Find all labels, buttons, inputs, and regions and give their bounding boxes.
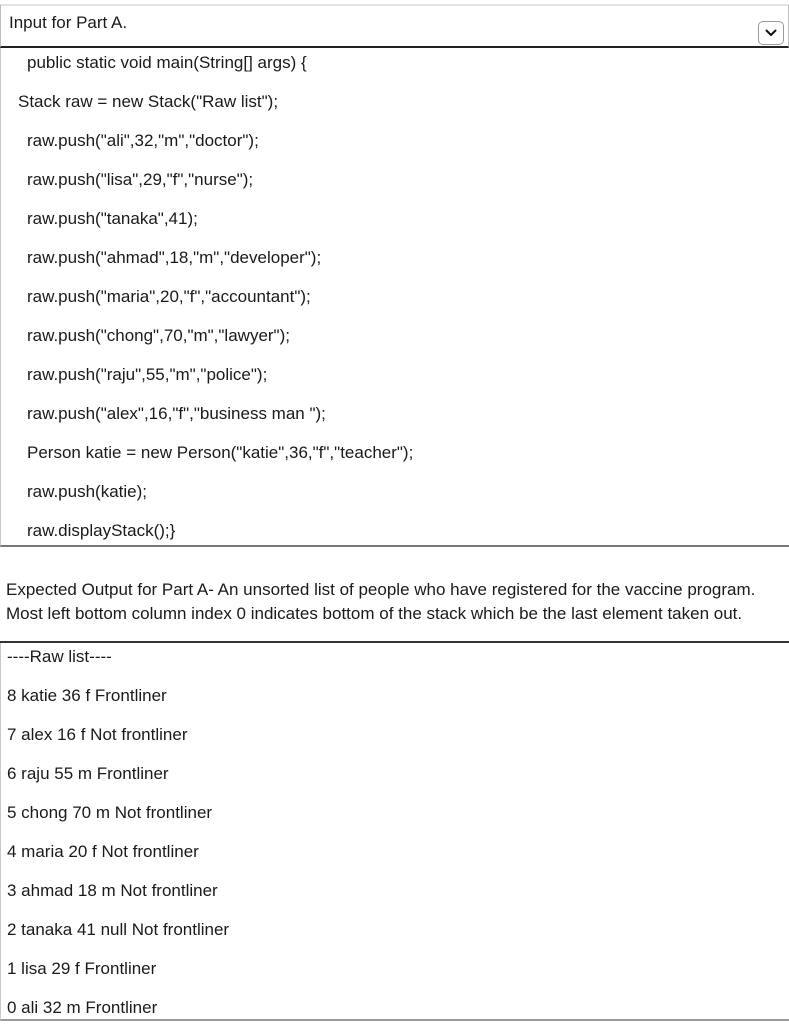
code-line: raw.push("tanaka",41); <box>27 209 198 228</box>
code-line: raw.displayStack();} <box>27 521 176 540</box>
section-title: Input for Part A. <box>9 13 128 32</box>
code-line: raw.push("ahmad",18,"m","developer"); <box>27 248 322 267</box>
code-line: raw.push("lisa",29,"f","nurse"); <box>27 170 254 189</box>
output-line: 7 alex 16 f Not frontliner <box>7 725 188 744</box>
input-section-header <box>0 5 789 48</box>
output-heading: ----Raw list---- <box>7 647 112 666</box>
output-line: 5 chong 70 m Not frontliner <box>7 803 213 822</box>
collapse-toggle-button[interactable] <box>758 21 784 45</box>
output-block <box>0 643 789 1021</box>
chevron-down-icon <box>765 29 777 37</box>
output-line: 0 ali 32 m Frontliner <box>7 998 158 1017</box>
output-line: 3 ahmad 18 m Not frontliner <box>7 881 218 900</box>
code-block <box>0 48 789 547</box>
code-line: Stack raw = new Stack("Raw list"); <box>18 92 279 111</box>
output-line: 8 katie 36 f Frontliner <box>7 686 167 705</box>
code-line: raw.push("chong",70,"m","lawyer"); <box>27 326 290 345</box>
expected-output-description: Expected Output for Part A- An unsorted list of people who have registered for the vaccine program. <box>6 580 756 599</box>
code-line: public static void main(String[] args) { <box>27 53 307 72</box>
code-line: raw.push("raju",55,"m","police"); <box>27 365 268 384</box>
code-line: raw.push("alex",16,"f","business man "); <box>27 404 326 423</box>
output-line: 1 lisa 29 f Frontliner <box>7 959 157 978</box>
output-line: 4 maria 20 f Not frontliner <box>7 842 199 861</box>
code-line: Person katie = new Person("katie",36,"f","teacher"); <box>27 443 414 462</box>
output-line: 6 raju 55 m Frontliner <box>7 764 169 783</box>
output-line: 2 tanaka 41 null Not frontliner <box>7 920 230 939</box>
code-line: raw.push("maria",20,"f","accountant"); <box>27 287 311 306</box>
code-line: raw.push("ali",32,"m","doctor"); <box>27 131 259 150</box>
code-line: raw.push(katie); <box>27 482 147 501</box>
expected-output-description: Most left bottom column index 0 indicates bottom of the stack which be the last element taken out. <box>6 604 743 623</box>
